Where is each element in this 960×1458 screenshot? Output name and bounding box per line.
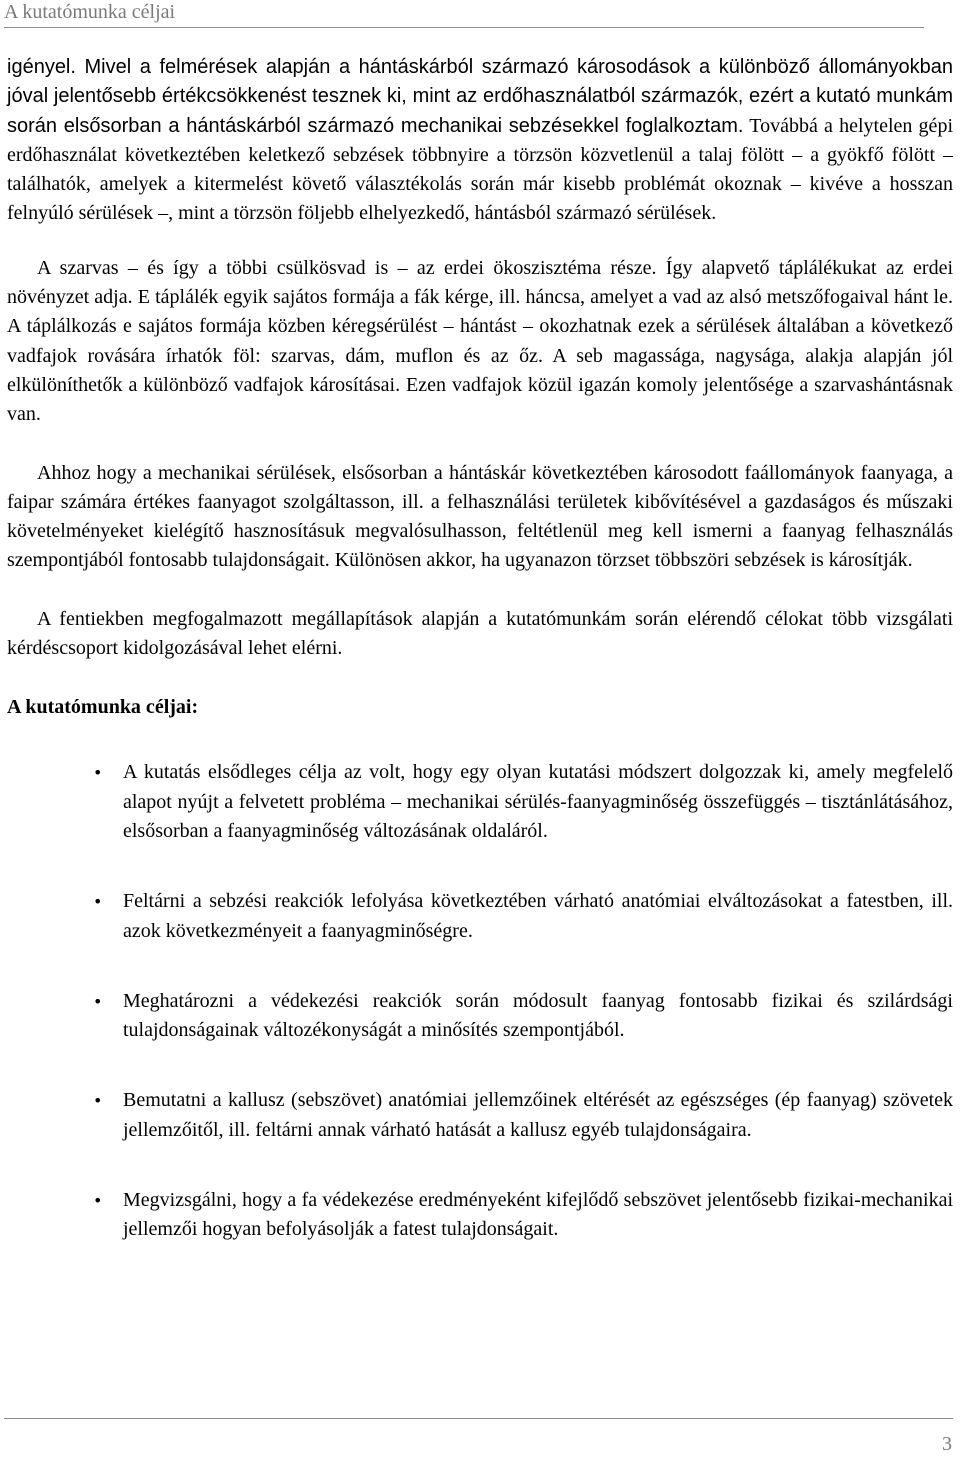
running-header-title: A kutatómunka céljai: [4, 1, 176, 23]
paragraph-intro-sans-part: igényel. Mivel a felmérések alapján a hántáskárból származó károsodások a különböző állományokban jóval jelentősebb értékcsökkenést tesznek ki, mint az erdőhasználatból származók, ezért a kutató munkám során elsősorban a hántáskárból származó mechanikai sebzésekkel foglalkoztam.: [7, 56, 953, 137]
running-header: [4, 0, 924, 28]
goal-text: Feltárni a sebzési reakciók lefolyása következtében várható anatómiai elváltozásokat a fatestben, ill. azok következményeit a faanyagminőségre.: [123, 890, 953, 942]
goal-list: [7, 758, 953, 1244]
paragraph-research-goals-intro: A fentiekben megfogalmazott megállapítások alapján a kutatómunkám során elérendő célokat több vizsgálati kérdéscsoport kidolgozásával lehet elérni.: [7, 607, 953, 660]
bullet-icon: •: [93, 1091, 103, 1111]
goal-text: Bemutatni a kallusz (sebszövet) anatómiai jellemzőinek eltérését az egészséges (ép faanyag) szövetek jellemzőitől, ill. feltárni annak várható hatását a kallusz egyéb tulajdonságaira.: [123, 1089, 953, 1141]
bullet-icon: •: [93, 1191, 103, 1211]
goal-text: Megvizsgálni, hogy a fa védekezése eredményeként kifejlődő sebszövet jelentősebb fizikai-mechanikai jellemzői hogyan befolyásolják a fatest tulajdonságait.: [123, 1189, 953, 1241]
goal-text: A kutatás elsődleges célja az volt, hogy egy olyan kutatási módszert dolgozzak ki, amely megfelelő alapot nyújt a felvetett probléma – mechanikai sérülés-faanyagminőség összefüggés – tisztánlátásához, elsősorban a faanyagminőség változásának oldaláról.: [123, 761, 953, 842]
bullet-icon: •: [93, 763, 103, 783]
goal-list-item: [7, 758, 953, 846]
page-number: 3: [942, 1433, 952, 1455]
section-heading: A kutatómunka céljai:: [7, 696, 199, 719]
bullet-icon: •: [93, 892, 103, 912]
paragraph-intro: [7, 53, 953, 229]
goal-list-item: [7, 1186, 953, 1245]
goal-list-item: [7, 987, 953, 1046]
goal-list-item: [7, 1086, 953, 1145]
page-body: [7, 53, 953, 1286]
bullet-icon: •: [93, 991, 103, 1011]
footer-rule: [4, 1418, 953, 1419]
paragraph-intro-serif-part: Továbbá a helytelen gépi erdőhasználat következtében keletkező sebzések többnyire a törzsön közvetlenül a talaj fölött – a gyökfő fölött – találhatók, amelyek a kitermelést követő választékolás során már kisebb problémát okoznak – kivéve a hosszan felnyúló sérülések –, mint a törzsön följebb elhelyezkedő, hántásból származó sérülések.: [7, 114, 953, 225]
goal-text: Meghatározni a védekezési reakciók során módosult faanyag fontosabb fizikai és szilárdsági tulajdonságainak változékonyságát a minősítés szempontjából.: [123, 989, 953, 1042]
goal-list-item: [7, 887, 953, 946]
paragraph-deer-damage: A szarvas – és így a többi csülkösvad is – az erdei ökoszisztéma része. Így alapvető táplálékukat az erdei növényzet adja. E táplálék egyik sajátos formája a fák kérge, ill. háncsa, amelyet a vad az alsó metszőfogaival hánt le. A táplálkozás e sajátos formája közben kéregsérülést – hántást – okozhatnak ezek a sérülések általában a következő vadfajok rovására írhatók föl: szarvas, dám, muflon és az őz. A seb magassága, nagysága, alakja alapján jól elkülöníthetők a különböző vadfajok károsításai. Ezen vadfajok közül igazán komoly jelentősége a szarvashántásnak van.: [7, 256, 953, 426]
paragraph-wood-properties: Ahhoz hogy a mechanikai sérülések, elsősorban a hántáskár következtében károsodott faállományok faanyaga, a faipar számára értékes faanyagot szolgáltasson, ill. a felhasználási területek kibővítésével a gazdaságos és műszaki követelményeket kielégítő hasznosításuk megvalósulhasson, feltétlenül meg kell ismerni a faanyag felhasználás szempontjából fontosabb tulajdonságait. Különösen akkor, ha ugyanazon törzset többszöri sebzések is károsítják.: [7, 461, 953, 572]
